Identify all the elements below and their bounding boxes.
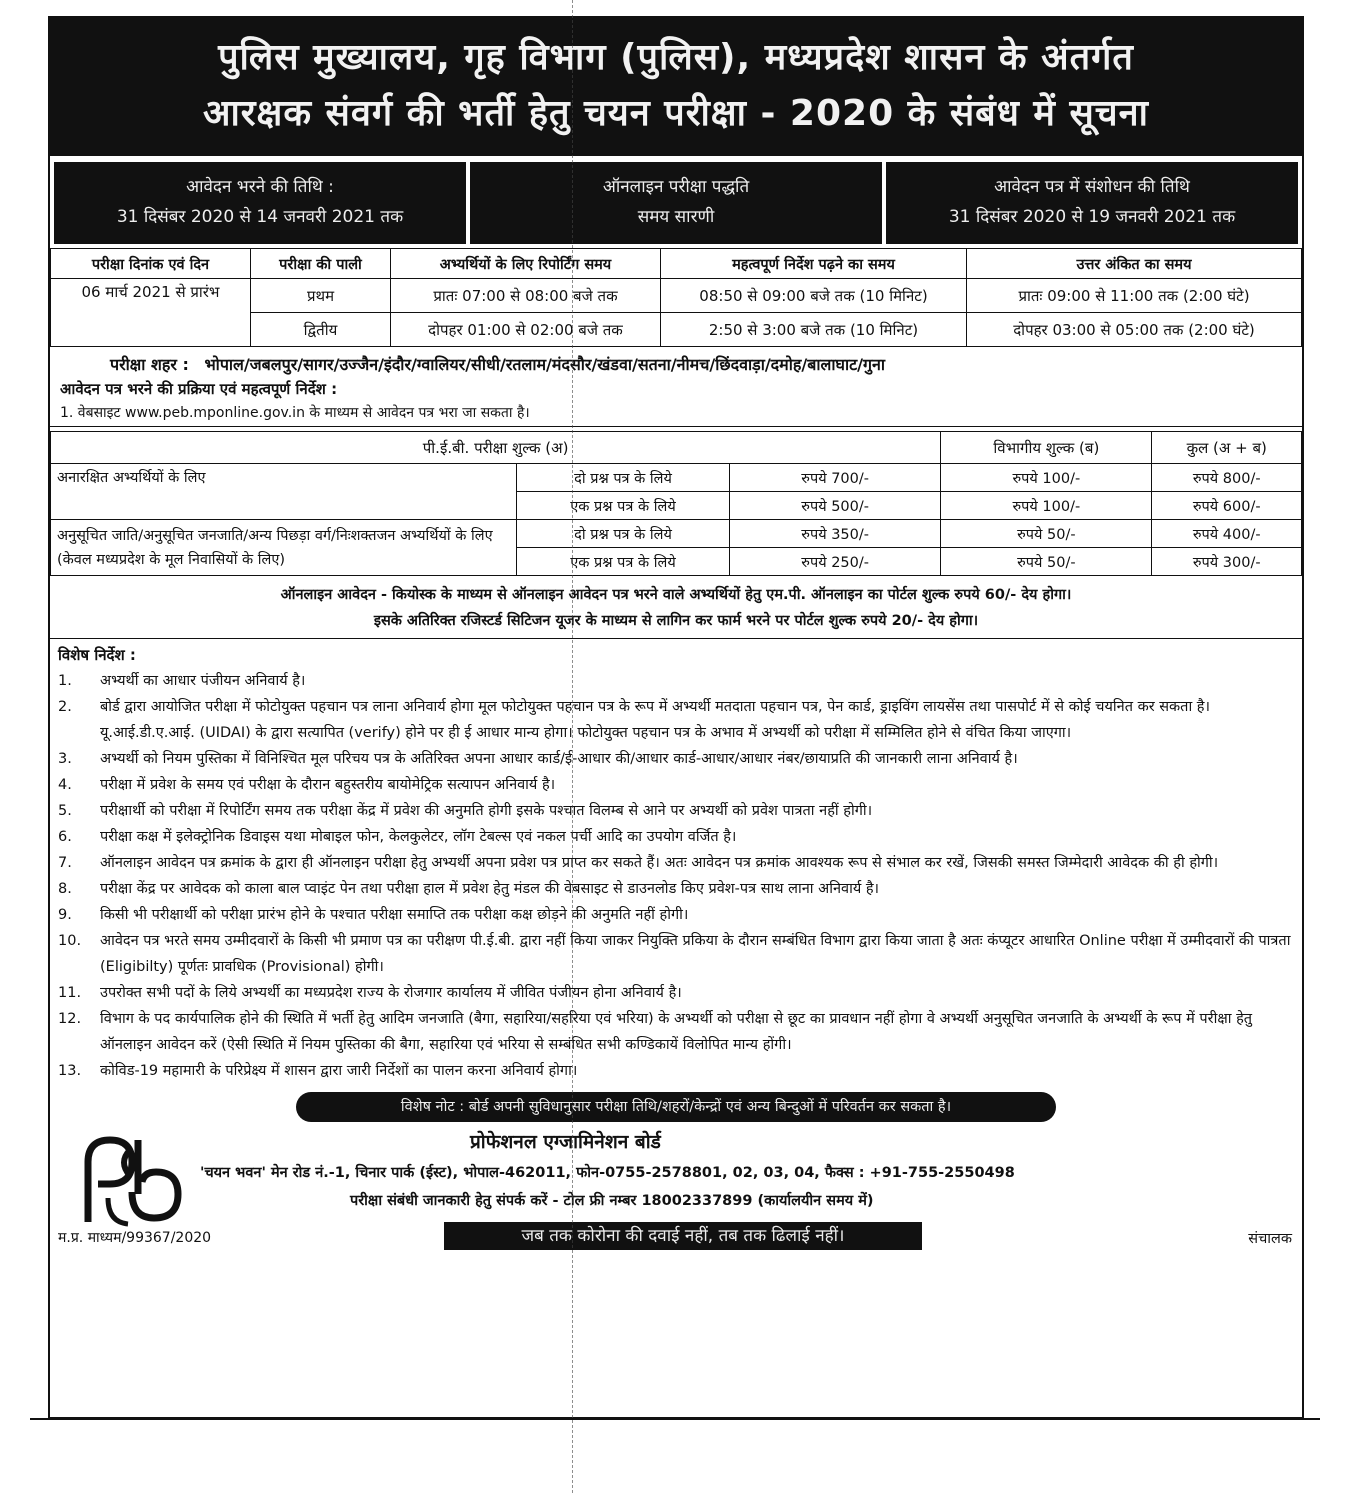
special-instruction-item [58,1006,1294,1058]
edit-date-label: आवेदन पत्र में संशोधन की तिथि [994,177,1190,197]
special-instruction-item [58,850,1294,876]
exam-cities [50,347,1302,377]
reporting-time-cell: प्रातः 07:00 से 08:00 बजे तक [391,279,661,313]
exam-cities-label: परीक्षा शहर : [110,355,189,374]
schedule-header: अभ्यर्थियों के लिए रिपोर्टिंग समय [391,249,661,279]
schedule-header: महत्वपूर्ण निर्देश पढ़ने का समय [661,249,967,279]
bottom-rule [30,1418,1320,1420]
special-instruction-item [58,824,1294,850]
schedule-header: परीक्षा दिनांक एवं दिन [51,249,251,279]
procedure-point-1: 1. वेबसाइट www.peb.mponline.gov.in के माध्यम से आवेदन पत्र भरा जा सकता है। [50,401,1302,427]
special-instructions-list [58,668,1294,1084]
application-date-range: 31 दिसंबर 2020 से 14 जनवरी 2021 तक [116,207,404,227]
instruction-text: कोविड-19 महामारी के परिप्रेक्ष्य में शासन द्वारा जारी निर्देशों का पालन करना अनिवार्य होगा। [100,1063,578,1079]
special-instruction-item [58,746,1294,772]
board-address: 'चयन भवन' मेन रोड नं.-1, चिनार पार्क (ईस्ट), भोपाल-462011, फोन-0755-2578801, 02, 03, 04, फैक्स : +91-755-2550498 [200,1165,1015,1181]
instruction-text: बोर्ड द्वारा आयोजित परीक्षा में फोटोयुक्त पहचान पत्र लाना अनिवार्य होगा मूल फोटोयुक्त पहचान पत्र के रूप में अभ्यर्थी मतदाता पहचान पत्र, पेन कार्ड, ड्राइविंग लायसेंस तथा पासपोर्ट में से कोई चयनित कर सकता है। यू.आई.डी.ए.आई. (UIDAI) के द्वारा सत्यापित (verify) होने पर ही ई आधार मान्य होगा। फोटोयुक्त पहचान पत्र के अभाव में अभ्यर्थी को परीक्षा में सम्मिलित होने से वंचित किया जाएगा। [100,699,1211,741]
instruction-number: 13. [58,1063,82,1079]
instruction-text: परीक्षा में प्रवेश के समय एवं परीक्षा के दौरान बहुस्तरीय बायोमेट्रिक सत्यापन अनिवार्य है। [100,777,556,793]
exam-fee-cell: रुपये 700/- [730,464,941,492]
instruction-number: 5. [58,803,72,819]
instruction-number: 9. [58,907,72,923]
edit-date-range: 31 दिसंबर 2020 से 19 जनवरी 2021 तक [948,207,1236,227]
instruction-text: किसी भी परीक्षार्थी को परीक्षा प्रारंभ होने के पश्चात परीक्षा समाप्ति तक परीक्षा कक्ष छोड़ने की अनुमति नहीं होगी। [100,907,689,923]
instruction-text: परीक्षा केंद्र पर आवेदक को काला बाल प्वाइंट पेन तथा परीक्षा हाल में प्रवेश हेतु मंडल की वेबसाइट से डाउनलोड किए प्रवेश-पत्र साथ लाना अनिवार्य है। [100,881,880,897]
exam-fee-cell: रुपये 500/- [730,492,941,520]
instruction-text: उपरोक्त सभी पदों के लिये अभ्यर्थी का मध्यप्रदेश राज्य के रोजगार कार्यालय में जीवित पंजीयन होना अनिवार्य है। [100,985,682,1001]
banner-line-2: आरक्षक संवर्ग की भर्ती हेतु चयन परीक्षा - 2020 के संबंध में सूचना [203,93,1149,134]
schedule-header: उत्तर अंकित का समय [967,249,1302,279]
instruction-text: परीक्षा कक्ष में इलेक्ट्रोनिक डिवाइस यथा मोबाइल फोन, केलकुलेटर, लॉग टेबल्स एवं नकल पर्ची आदि का उपयोग वर्जित है। [100,829,737,845]
paper-count-cell: एक प्रश्न पत्र के लिये [516,548,729,576]
application-date-box [54,162,466,244]
fee-row [51,520,1302,548]
covid-slogan: जब तक कोरोना की दवाई नहीं, तब तक ढिलाई नहीं। [444,1222,922,1250]
date-boxes [50,156,1302,248]
reference-number: म.प्र. माध्यम/99367/2020 [58,1230,212,1246]
portal-fee-line-2: इसके अतिरिक्त रजिस्टर्ड सिटिजन यूजर के माध्यम से लागिन कर फार्म भरने पर पोर्टल शुल्क रुपये 20/- देय होगा। [373,613,979,629]
exam-fee-header: पी.ई.बी. परीक्षा शुल्क (अ) [51,432,941,464]
dept-fee-header: विभागीय शुल्क (ब) [941,432,1152,464]
answer-time-cell: दोपहर 03:00 से 05:00 तक (2:00 घंटे) [967,313,1302,347]
dept-fee-cell: रुपये 50/- [941,520,1152,548]
fee-table [50,431,1302,576]
schedule-table [50,248,1302,347]
instruction-text: परीक्षार्थी को परीक्षा में रिपोर्टिंग समय तक परीक्षा केंद्र में प्रवेश की अनुमति होगी इसके पश्चात विलम्ब से आने पर अभ्यर्थी को प्रवेश पात्रता नहीं होगी। [100,803,873,819]
answer-time-cell: प्रातः 09:00 से 11:00 तक (2:00 घंटे) [967,279,1302,313]
tollfree-info: परीक्षा संबंधी जानकारी हेतु संपर्क करें - टोल फ्री नम्बर 18002337899 (कार्यालयीन समय में) [350,1193,874,1209]
special-instruction-item [58,928,1294,980]
special-instructions-title: विशेष निर्देश : [58,646,136,664]
exam-mode-label: ऑनलाइन परीक्षा पद्धति [602,177,750,197]
paper-count-cell: एक प्रश्न पत्र के लिये [516,492,729,520]
instruction-number: 1. [58,673,72,689]
fee-category: अनुसूचित जाति/अनुसूचित जनजाति/अन्य पिछड़ा वर्ग/निःशक्तजन अभ्यर्थियों के लिए (केवल मध्यप्रदेश के मूल निवासियों के लिए) [51,520,517,576]
dept-fee-cell: रुपये 50/- [941,548,1152,576]
total-fee-header: कुल (अ + ब) [1152,432,1302,464]
peb-logo-icon [68,1132,198,1232]
instruction-time-cell: 2:50 से 3:00 बजे तक (10 मिनिट) [661,313,967,347]
instruction-number: 12. [58,1011,82,1027]
shift-cell: द्वितीय [251,313,391,347]
exam-mode-sub: समय सारणी [637,207,715,227]
special-note: विशेष नोट : बोर्ड अपनी सुविधानुसार परीक्षा तिथि/शहरों/केन्द्रों एवं अन्य बिन्दुओं में परिवर्तन कर सकता है। [296,1092,1056,1122]
header-banner [50,18,1302,156]
total-fee-cell: रुपये 400/- [1152,520,1302,548]
special-instruction-item [58,902,1294,928]
instruction-number: 8. [58,881,72,897]
notice-page [48,16,1304,1419]
paper-count-cell: दो प्रश्न पत्र के लिये [516,520,729,548]
footer [50,1128,1302,1248]
exam-fee-cell: रुपये 350/- [730,520,941,548]
board-name: प्रोफेशनल एग्जामिनेशन बोर्ड [470,1131,661,1153]
special-instructions [50,639,1302,1084]
fee-header-row [51,432,1302,464]
exam-fee-cell: रुपये 250/- [730,548,941,576]
special-instruction-item [58,668,1294,694]
exam-date-cell: 06 मार्च 2021 से प्रारंभ [51,279,251,347]
paper-fold-line [572,0,573,1493]
director-label: संचालक [1248,1231,1292,1247]
instruction-number: 2. [58,699,72,715]
instruction-number: 7. [58,855,72,871]
fee-category: अनारक्षित अभ्यर्थियों के लिए [51,464,517,520]
instruction-text: अभ्यर्थी को नियम पुस्तिका में विनिश्चित मूल परिचय पत्र के अतिरिक्त अपना आधार कार्ड/ई-आधार की/आधार कार्ड-आधार/आधार नंबर/छायाप्रति की जानकारी लाना अनिवार्य है। [100,751,1018,767]
schedule-header-row [51,249,1302,279]
instruction-text: विभाग के पद कार्यपालिक होने की स्थिति में भर्ती हेतु आदिम जनजाति (बैगा, सहारिया/सहरिया एवं भरिया) के अभ्यर्थी को परीक्षा से छूट का प्रावधान नहीं होगा वे अभ्यर्थी अनुसूचित जनजाति के अभ्यर्थी के रूप में परीक्षा हेतु ऑनलाइन आवेदन करें (ऐसी स्थिति में नियम पुस्तिका की बैगा, सहारिया एवं भरिया से सम्बंधित सभी कण्डिकायें विलोपित मान्य होंगी। [100,1011,1253,1053]
edit-date-box [886,162,1298,244]
banner-line-1: पुलिस मुख्यालय, गृह विभाग (पुलिस), मध्यप्रदेश शासन के अंतर्गत [218,37,1134,78]
special-instruction-item [58,980,1294,1006]
portal-fee-line-1: ऑनलाइन आवेदन - कियोस्क के माध्यम से ऑनलाइन आवेदन पत्र भरने वाले अभ्यर्थियों हेतु एम.पी. ऑनलाइन का पोर्टल शुल्क रुपये 60/- देय होगा। [280,587,1072,603]
special-instruction-item [58,876,1294,902]
instruction-number: 4. [58,777,72,793]
schedule-row [51,279,1302,313]
portal-fee-notice [50,576,1302,639]
schedule-header: परीक्षा की पाली [251,249,391,279]
paper-count-cell: दो प्रश्न पत्र के लिये [516,464,729,492]
special-instruction-item [58,694,1294,746]
instruction-time-cell: 08:50 से 09:00 बजे तक (10 मिनिट) [661,279,967,313]
instruction-number: 3. [58,751,72,767]
dept-fee-cell: रुपये 100/- [941,464,1152,492]
instruction-text: अभ्यर्थी का आधार पंजीयन अनिवार्य है। [100,673,306,689]
exam-mode-box [470,162,882,244]
instruction-number: 11. [58,985,82,1001]
total-fee-cell: रुपये 800/- [1152,464,1302,492]
total-fee-cell: रुपये 300/- [1152,548,1302,576]
instruction-text: ऑनलाइन आवेदन पत्र क्रमांक के द्वारा ही ऑनलाइन परीक्षा हेतु अभ्यर्थी अपना प्रवेश पत्र प्राप्त कर सकते हैं। अतः आवेदन पत्र क्रमांक आवश्यक रूप से संभाल कर रखें, जिसकी समस्त जिम्मेदारी आवेदक की ही होगी। [100,855,1219,871]
procedure-title: आवेदन पत्र भरने की प्रक्रिया एवं महत्वपूर्ण निर्देश : [60,380,338,398]
dept-fee-cell: रुपये 100/- [941,492,1152,520]
total-fee-cell: रुपये 600/- [1152,492,1302,520]
exam-cities-list: भोपाल/जबलपुर/सागर/उज्जैन/इंदौर/ग्वालियर/सीधी/रतलाम/मंदसौर/खंडवा/सतना/नीमच/छिंदवाड़ा/दमोह/बालाघाट/गुना [204,355,886,374]
instruction-number: 10. [58,933,82,949]
special-instruction-item [58,1058,1294,1084]
instruction-text: आवेदन पत्र भरते समय उम्मीदवारों के किसी भी प्रमाण पत्र का परीक्षण पी.ई.बी. द्वारा नहीं किया जाकर नियुक्ति प्रकिया के दौरान सम्बंधित विभाग द्वारा किया जाता है अतः कंप्यूटर आधारित Online परीक्षा में उम्मीदवारों की पात्रता (Eligibilty) पूर्णतः प्रावधिक (Provisional) होगी। [100,933,1291,975]
application-date-label: आवेदन भरने की तिथि : [186,177,334,197]
special-instruction-item [58,798,1294,824]
special-instruction-item [58,772,1294,798]
shift-cell: प्रथम [251,279,391,313]
fee-row [51,464,1302,492]
reporting-time-cell: दोपहर 01:00 से 02:00 बजे तक [391,313,661,347]
instruction-number: 6. [58,829,72,845]
